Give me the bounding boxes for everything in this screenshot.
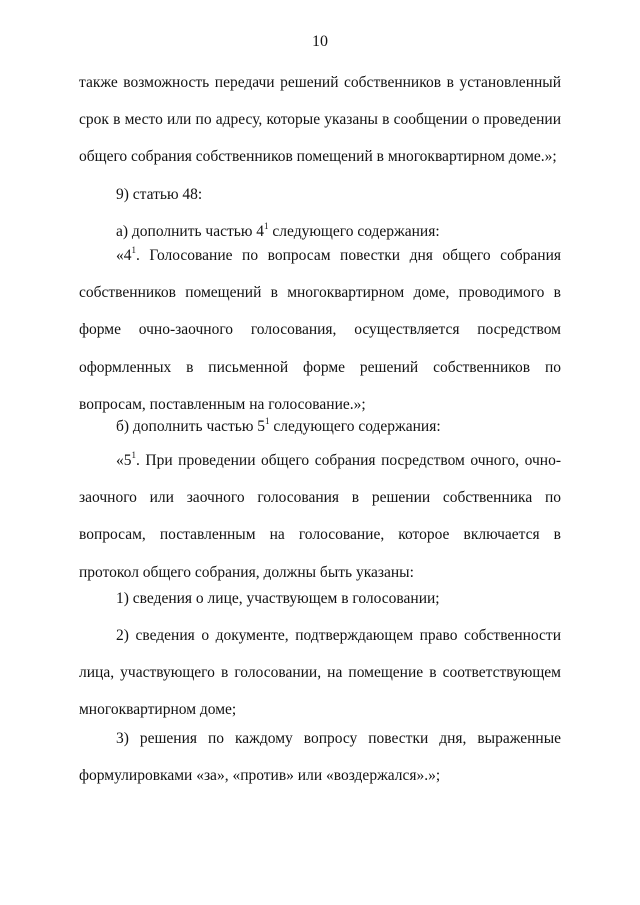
superscript: 1	[131, 244, 136, 255]
superscript: 1	[131, 449, 136, 460]
paragraph-part-5-1-text: . При проведении общего собрания посредством очного, очно-заочного или заочного голосования в решении собственника по вопросам, поставленным на голосование, которое включается в протокол общего собрания, должны быть указаны:	[79, 452, 561, 581]
paragraph-item-b-text: б) дополнить частью 5	[116, 418, 266, 435]
page-number: 10	[312, 33, 328, 50]
paragraph-continuation: также возможность передачи решений собственников в установленный срок в место или по адресу, которые указаны в сообщении о проведении общего собрания собственников помещений в многоквартирном доме.»;	[79, 74, 561, 166]
paragraph-list-item-2: 2) сведения о документе, подтверждающем право собственности лица, участвующего в голосовании, на помещение в соответствующем многоквартирном доме;	[79, 627, 561, 719]
paragraph-list-item-3: 3) решения по каждому вопросу повестки дня, выраженные формулировками «за», «против» или «воздержался».»;	[79, 730, 561, 785]
paragraph-part-4-1-text: . Голосование по вопросам повестки дня общего собрания собственников помещений в многоквартирном доме, проводимого в форме очно-заочного голосования, осуществляется посредством оформленных в письменной форме решений собственников по вопросам, поставленным на голосование.»;	[79, 247, 561, 413]
paragraph-item-b-text-end: следующего содержания:	[269, 418, 441, 435]
paragraph-item-a-text-end: следующего содержания:	[268, 223, 440, 240]
paragraph-item-a-text: а) дополнить частью 4	[116, 223, 265, 240]
paragraph-part-5-1-number: «5	[116, 452, 132, 469]
paragraph-list-item-1: 1) сведения о лице, участвующем в голосовании;	[116, 590, 440, 607]
paragraph-item-b	[79, 408, 561, 445]
paragraph-part-4-1-number: «4	[116, 247, 132, 264]
superscript: 1	[264, 220, 269, 231]
paragraph-article-48: 9) статью 48:	[116, 186, 203, 203]
paragraph-part-4-1	[79, 237, 561, 423]
superscript: 1	[265, 415, 270, 426]
paragraph-part-5-1	[79, 442, 561, 591]
